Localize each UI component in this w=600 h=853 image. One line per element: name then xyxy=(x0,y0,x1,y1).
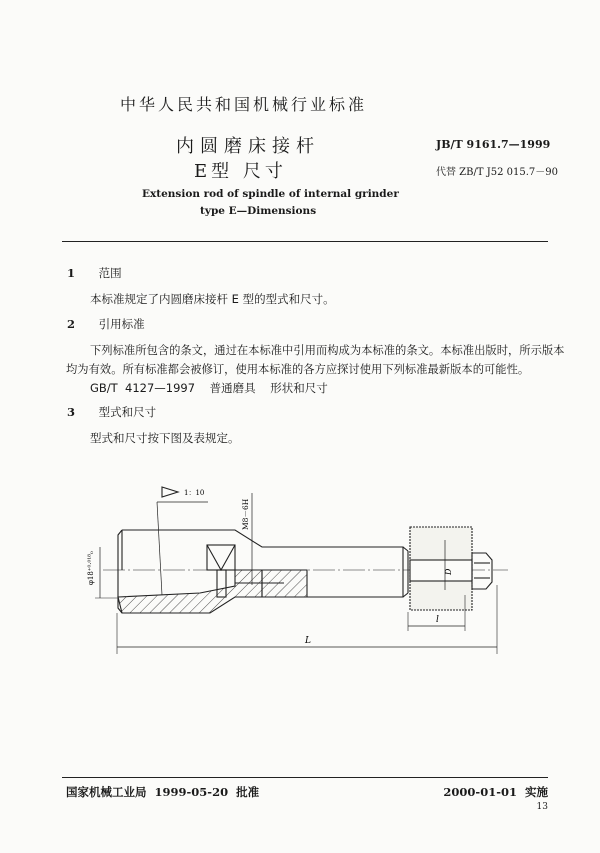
issuing-organization: 中华人民共和国机械行业标准 xyxy=(120,95,368,114)
nut xyxy=(472,553,492,589)
referenced-standard: GB/T 4127—1997 普通磨具 形状和尺寸 xyxy=(90,381,328,395)
section-2-text-line1: 下列标准所包含的条文，通过在本标准中引用而构成为本标准的条文。本标准出版时，所示版本 xyxy=(90,344,565,357)
document-title: 内圆磨床接杆 xyxy=(176,136,320,157)
wheel-width-label: l xyxy=(436,615,439,625)
page-number: 13 xyxy=(536,802,548,812)
english-subtitle: type E—Dimensions xyxy=(200,205,317,217)
section-number: 3 xyxy=(67,405,76,419)
taper-leader-line xyxy=(157,502,162,595)
diameter-label: φ18⁺⁰·⁰¹⁸₀ xyxy=(87,551,95,585)
effective-date: 2000-01-01 实施 xyxy=(443,785,548,799)
wheel-diameter-label: D xyxy=(444,568,453,575)
section-number: 2 xyxy=(67,317,76,331)
section-title: 型式和尺寸 xyxy=(98,405,157,419)
thread-label: M8－6H xyxy=(241,498,250,530)
section-title: 范围 xyxy=(98,266,122,280)
standard-code: JB/T 9161.7—1999 xyxy=(436,138,551,151)
footer-divider xyxy=(62,777,548,778)
section-hatch xyxy=(118,570,262,613)
section-2-text-line2: 均为有效。所有标准都会被修订，使用本标准的各方应探讨使用下列标准最新版本的可能性。 xyxy=(66,363,530,376)
english-title: Extension rod of spindle of internal grinder xyxy=(142,188,399,200)
section-title: 引用标准 xyxy=(98,317,145,331)
section-3-text: 型式和尺寸按下图及表规定。 xyxy=(90,431,240,445)
section-1-text: 本标准规定了内圆磨床接杆 E 型的型式和尺寸。 xyxy=(90,292,335,306)
length-label: L xyxy=(305,636,311,646)
replaces-standard: 代替 ZB/T J52 015.7－90 xyxy=(436,167,558,178)
wrench-slot xyxy=(207,545,235,570)
section-number: 1 xyxy=(67,266,76,280)
document-subtitle: E型 尺寸 xyxy=(194,161,287,182)
approval-info: 国家机械工业局 1999-05-20 批准 xyxy=(66,785,260,799)
taper-ratio-label: 1：10 xyxy=(184,489,205,497)
taper-symbol-icon xyxy=(162,487,178,497)
